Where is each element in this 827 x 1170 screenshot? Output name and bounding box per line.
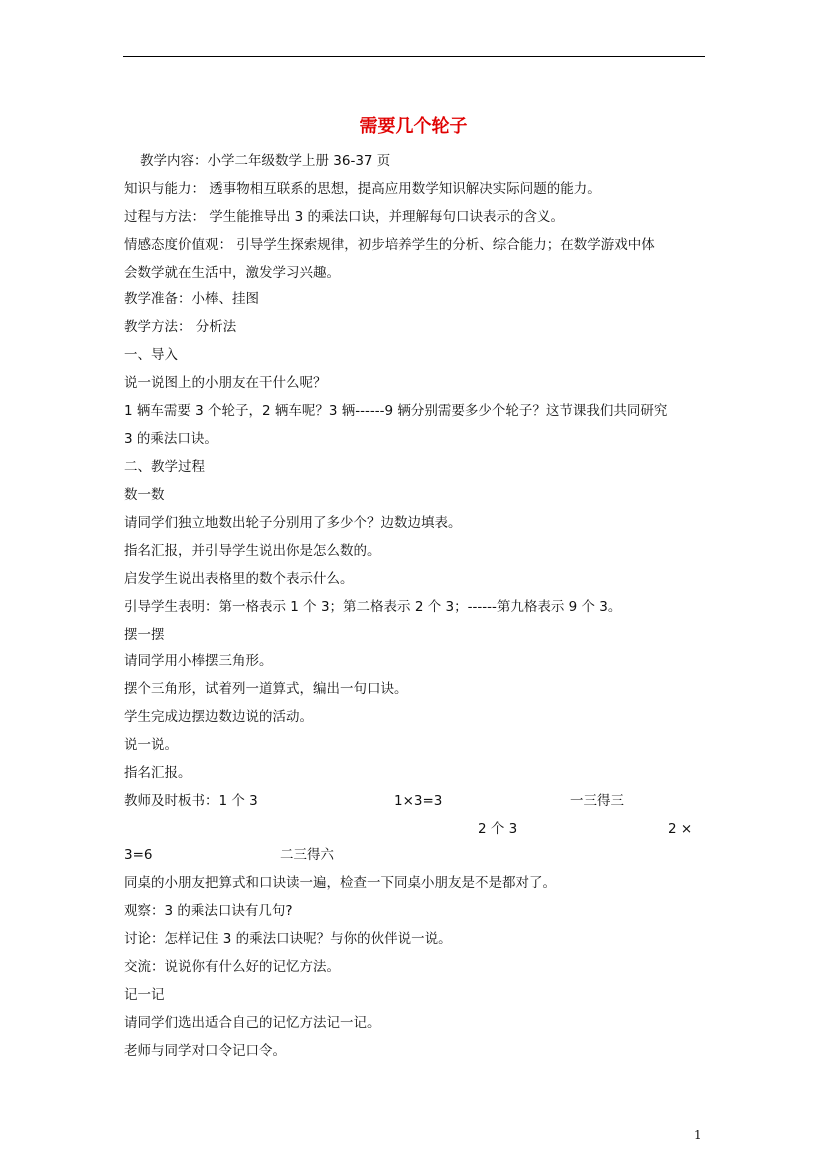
board-equation-1: 1×3=3 (394, 793, 443, 809)
text-line: 会数学就在生活中，激发学习兴趣。 (124, 265, 340, 281)
text-line: 请同学们选出适合自己的记忆方法记一记。 (124, 1015, 381, 1031)
text-line: 1 辆车需要 3 个轮子，2 辆车呢？3 辆------9 辆分别需要多少个轮子？这节课我们共同研究 (124, 403, 668, 419)
text-line: 请同学们独立地数出轮子分别用了多少个？边数边填表。 (124, 515, 462, 531)
text-line: 摆一摆 (124, 627, 165, 643)
text-line: 说一说图上的小朋友在干什么呢？ (124, 375, 327, 391)
text-line: 学生完成边摆边数边说的活动。 (124, 709, 313, 725)
text-line: 过程与方法： 学生能推导出 3 的乘法口诀，并理解每句口诀表示的含义。 (124, 209, 564, 225)
board-label: 教师及时板书：1 个 3 (124, 793, 258, 809)
text-line: 同桌的小朋友把算式和口诀读一遍，检查一下同桌小朋友是不是都对了。 (124, 875, 556, 891)
board-equation-2: 3=6 (124, 847, 153, 863)
text-line: 说一说。 (124, 737, 178, 753)
text-line: 摆个三角形，试着列一道算式，编出一句口诀。 (124, 681, 408, 697)
section-heading: 一、导入 (124, 347, 178, 363)
header-rule (123, 56, 705, 57)
text-line: 观察：3 的乘法口诀有几句? (124, 903, 293, 919)
text-line: 指名汇报。 (124, 765, 192, 781)
document-title: 需要几个轮子 (359, 116, 468, 137)
board-rhyme-2: 二三得六 (280, 847, 334, 863)
text-line: 交流：说说你有什么好的记忆方法。 (124, 959, 340, 975)
board-two-times: 2 × (668, 821, 693, 837)
text-line: 教学方法： 分析法 (124, 319, 237, 335)
text-line: 讨论：怎样记住 3 的乘法口诀呢？与你的伙伴说一说。 (124, 931, 452, 947)
page-number: 1 (694, 1128, 702, 1142)
text-line: 情感态度价值观： 引导学生探索规律，初步培养学生的分析、综合能力；在数学游戏中体 (124, 237, 655, 253)
text-line: 数一数 (124, 487, 165, 503)
text-line: 记一记 (124, 987, 165, 1003)
section-heading: 二、教学过程 (124, 459, 205, 475)
board-rhyme-1: 一三得三 (570, 793, 624, 809)
text-line: 知识与能力： 透事物相互联系的思想，提高应用数学知识解决实际问题的能力。 (124, 181, 601, 197)
text-line: 老师与同学对口令记口令。 (124, 1043, 286, 1059)
text-line: 3 的乘法口诀。 (124, 431, 218, 447)
text-line: 引导学生表明：第一格表示 1 个 3；第二格表示 2 个 3；------第九格表示 9 个 3。 (124, 599, 622, 615)
text-line: 请同学用小棒摆三角形。 (124, 653, 273, 669)
text-line: 教学准备：小棒、挂图 (124, 291, 259, 307)
board-two-groups: 2 个 3 (478, 821, 518, 837)
text-line: 指名汇报，并引导学生说出你是怎么数的。 (124, 543, 381, 559)
text-line: 教学内容：小学二年级数学上册 36-37 页 (140, 153, 391, 169)
text-line: 启发学生说出表格里的数个表示什么。 (124, 571, 354, 587)
